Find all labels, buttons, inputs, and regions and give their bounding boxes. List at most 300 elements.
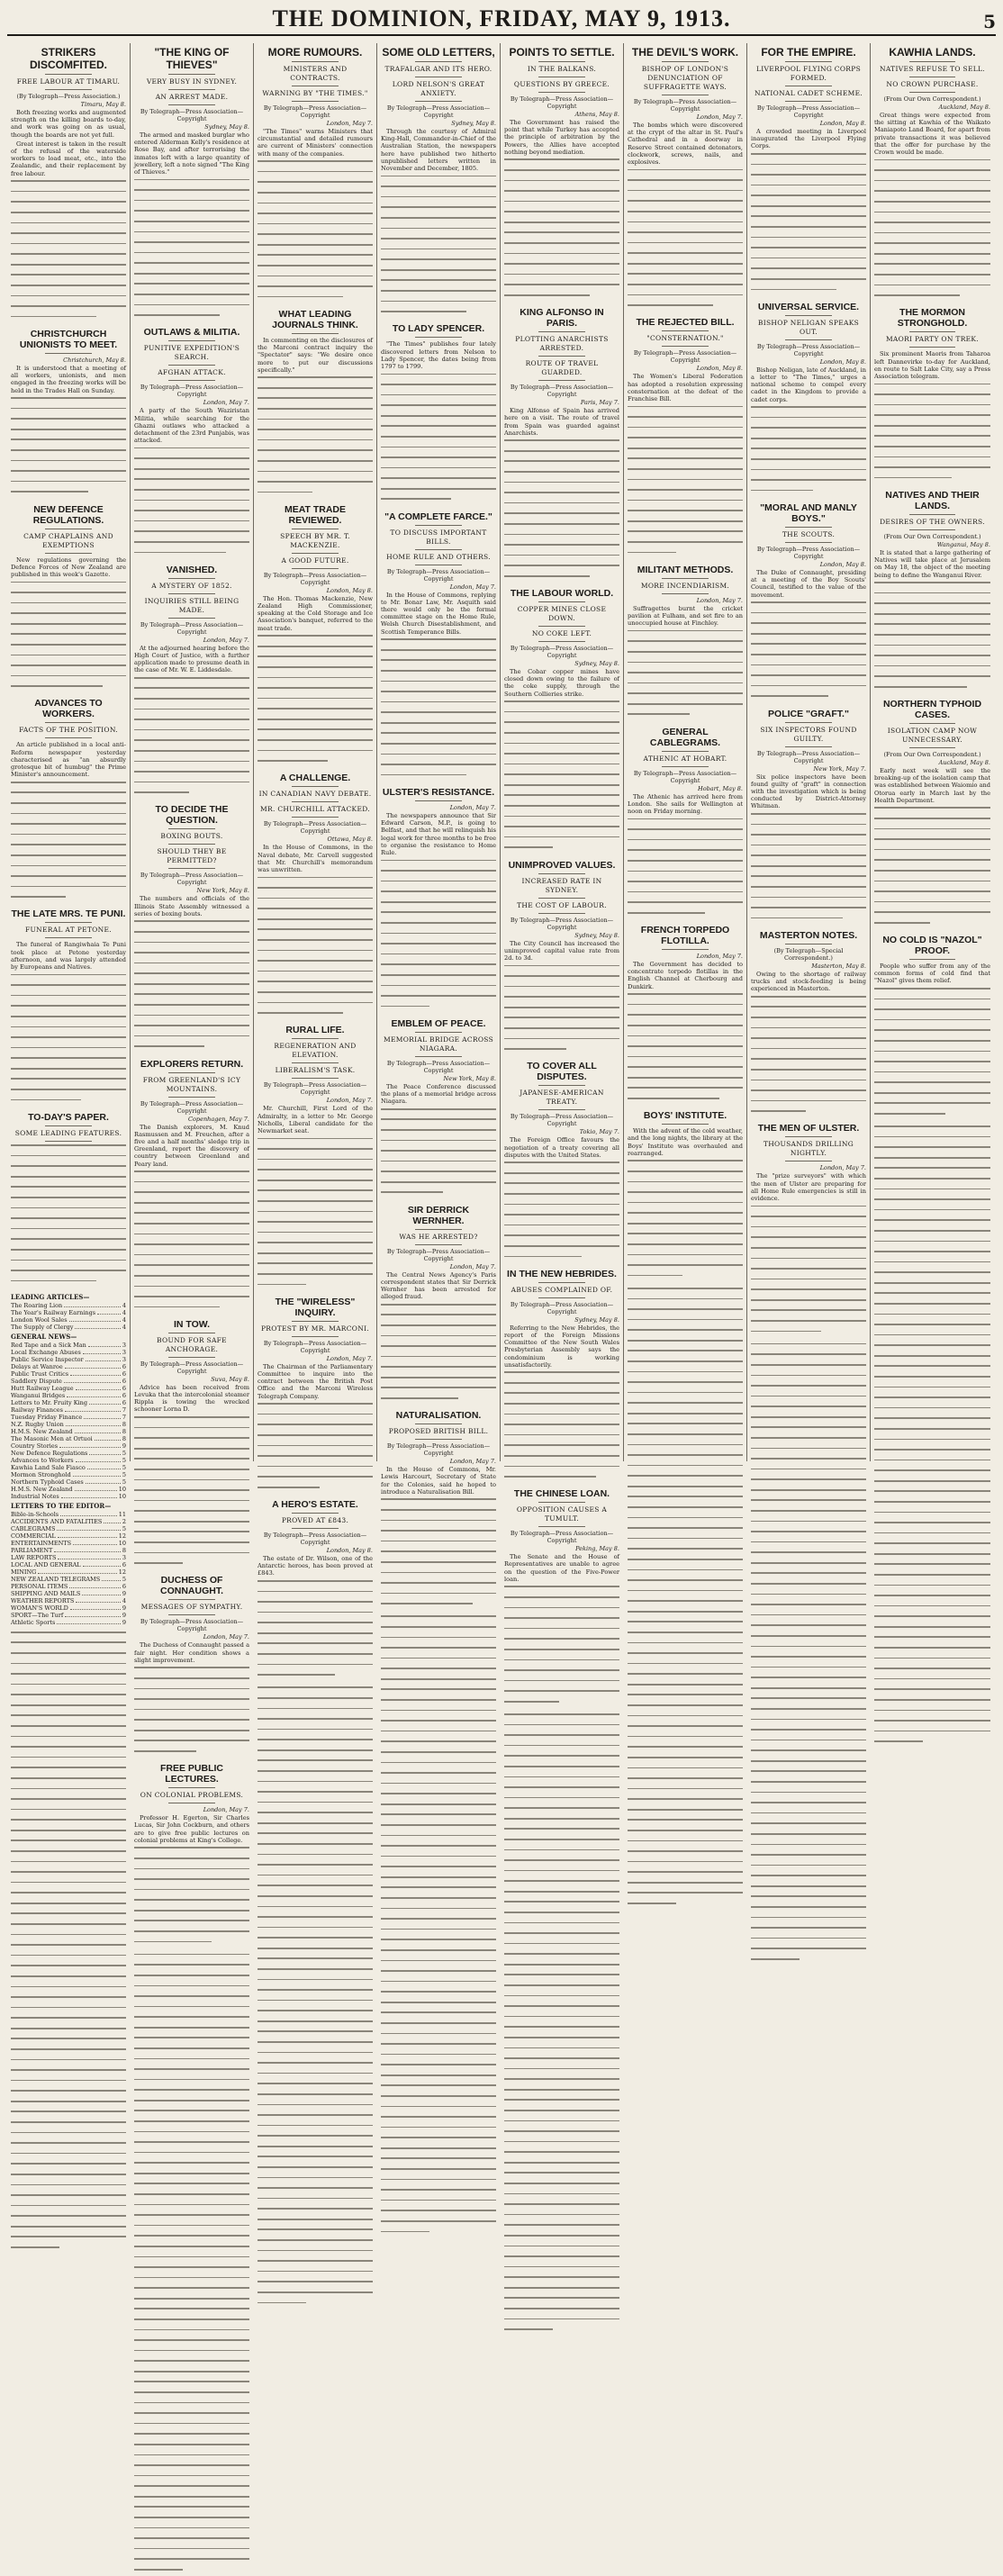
text-line-bar	[504, 1797, 619, 1799]
text-line	[381, 1582, 496, 1589]
text-line-bar	[628, 1098, 719, 1099]
text-line-bar	[504, 1455, 619, 1457]
text-line-bar	[381, 249, 496, 250]
text-line	[381, 1637, 496, 1644]
column-5	[501, 43, 624, 1583]
text-line-bar	[628, 1663, 743, 1665]
text-line	[134, 1562, 249, 1569]
text-line	[504, 1617, 619, 1624]
text-line	[874, 1271, 990, 1279]
text-line	[11, 1144, 126, 1152]
text-line	[751, 1353, 866, 1360]
text-line	[874, 1490, 990, 1497]
text-line-bar	[11, 1047, 126, 1049]
text-line	[874, 582, 990, 589]
text-line	[751, 1100, 866, 1107]
divider-rule	[538, 1526, 584, 1527]
text-line-bar	[11, 2069, 126, 2071]
contents-label: PARLIAMENT	[11, 1546, 53, 1554]
text-line-bar	[504, 2141, 619, 2143]
text-line	[134, 1223, 249, 1230]
text-line-bar	[751, 1279, 866, 1280]
text-line	[258, 296, 373, 303]
text-line-bar	[628, 211, 743, 212]
text-line-bar	[628, 912, 705, 914]
text-line-bar	[381, 1345, 496, 1347]
text-line	[11, 1819, 126, 1826]
text-line	[874, 1292, 990, 1299]
text-line	[258, 1612, 373, 1619]
article-subheading: JAPANESE-AMERICAN TREATY.	[520, 1089, 604, 1107]
text-line	[628, 242, 743, 249]
text-line-bar	[874, 613, 990, 615]
text-line	[628, 1381, 743, 1388]
article-dateline: Paris, May 7.	[580, 399, 619, 407]
text-line	[258, 254, 373, 261]
text-line-bar	[381, 176, 496, 177]
text-line-bar	[258, 2166, 373, 2168]
text-line	[751, 406, 866, 413]
text-line-bar	[381, 217, 496, 219]
text-line	[134, 1035, 249, 1043]
text-line	[504, 1596, 619, 1604]
text-line-bar	[751, 1385, 866, 1387]
text-line	[258, 2208, 373, 2215]
text-line	[258, 1632, 373, 1640]
text-line-bar	[381, 1678, 496, 1680]
text-line	[751, 1551, 866, 1559]
text-line	[258, 2083, 373, 2090]
text-line-bar	[874, 1501, 990, 1503]
text-line-bar	[134, 1170, 249, 1172]
text-line	[11, 2059, 126, 2066]
text-line-bar	[258, 1455, 373, 1457]
text-line-bar	[628, 447, 743, 449]
text-line	[504, 1891, 619, 1898]
text-line-bar	[874, 1512, 990, 1514]
text-line-bar	[751, 1614, 866, 1616]
text-line-bar	[874, 1241, 990, 1243]
text-line	[628, 500, 743, 507]
article-byline: By Telegraph—Press Association—Copyright	[140, 108, 244, 122]
text-line-bar	[504, 1659, 619, 1661]
text-line-bar	[134, 750, 249, 752]
text-line-bar	[874, 1626, 990, 1628]
text-line-bar	[381, 1647, 496, 1649]
text-line-bar	[134, 457, 249, 459]
text-line	[874, 1501, 990, 1508]
divider-rule	[785, 722, 831, 723]
text-line	[504, 965, 619, 972]
text-line-bar	[504, 2203, 619, 2205]
contents-page: 8	[122, 1420, 126, 1428]
text-line-bar	[751, 417, 866, 419]
contents-row	[11, 1518, 126, 1525]
text-line-bar	[874, 1061, 990, 1062]
text-line	[751, 247, 866, 254]
text-line-bar	[134, 1254, 249, 1256]
article-paragraph: The Peace Conference discussed the plans of a memorial bridge across Niagara.	[381, 1082, 496, 1106]
text-line	[11, 791, 126, 799]
text-line-bar	[11, 1912, 126, 1914]
text-line	[381, 2033, 496, 2040]
text-line	[134, 273, 249, 280]
text-line-bar	[381, 1929, 496, 1930]
text-line-bar	[11, 1965, 126, 1966]
article-paragraph: Advice has been received from Levuka that the intercolonial steamer Rippla is towing the wrecked schooner Lorna D.	[134, 1383, 249, 1414]
text-line-bar	[751, 695, 828, 697]
text-line-bar	[751, 1677, 866, 1678]
text-line	[381, 2106, 496, 2113]
text-line	[258, 760, 373, 767]
article-subheading: LIBERALISM'S TASK.	[275, 1066, 356, 1075]
text-line	[628, 427, 743, 434]
article-subheading: NATIONAL CADET SCHEME.	[754, 89, 863, 97]
text-line	[381, 1561, 496, 1568]
text-line-bar	[381, 1170, 496, 1172]
text-line-bar	[751, 1499, 866, 1501]
text-line-bar	[134, 2173, 249, 2174]
text-line-bar	[11, 834, 126, 836]
text-line	[11, 1057, 126, 1064]
contents-leader	[67, 1392, 121, 1397]
text-line-bar	[258, 655, 373, 657]
text-line-bar	[134, 729, 249, 731]
article-byline: By Telegraph—Press Association—Copyright	[756, 104, 861, 119]
text-line	[11, 1197, 126, 1204]
text-line-bar	[11, 438, 126, 440]
text-line-bar	[874, 1460, 990, 1461]
text-line	[11, 1965, 126, 1972]
text-line	[134, 2454, 249, 2462]
text-line	[381, 1720, 496, 1727]
text-line-bar	[874, 1251, 990, 1252]
text-line-bar	[381, 2137, 496, 2138]
contents-label: MINING	[11, 1568, 37, 1576]
text-line-bar	[11, 675, 126, 677]
text-line-bar	[258, 2052, 373, 2054]
text-line-bar	[381, 1783, 496, 1785]
text-line-bar	[11, 2017, 126, 2019]
text-line	[258, 285, 373, 293]
text-line	[381, 196, 496, 203]
text-line	[628, 860, 743, 867]
article	[11, 504, 126, 693]
text-line	[11, 1631, 126, 1639]
text-line-bar	[628, 993, 743, 995]
contents-leader	[76, 1597, 120, 1603]
text-line-bar	[504, 1234, 619, 1236]
text-line-bar	[381, 2157, 496, 2159]
text-line	[11, 408, 126, 415]
text-line-bar	[134, 2277, 249, 2279]
text-line	[258, 2291, 373, 2299]
text-line-bar	[11, 2215, 126, 2217]
text-line-bar	[504, 1766, 619, 1767]
text-line-bar	[751, 174, 866, 176]
text-line-bar	[11, 1725, 126, 1727]
text-line	[751, 1906, 866, 1913]
text-line-bar	[751, 1854, 866, 1856]
text-line	[628, 993, 743, 1000]
text-line-bar	[504, 1724, 619, 1726]
text-line	[11, 1260, 126, 1267]
text-line-bar	[504, 1027, 619, 1029]
article-headline: BOYS' INSTITUTE.	[643, 1110, 727, 1122]
contents-leader	[58, 1554, 120, 1559]
text-line	[504, 294, 619, 302]
text-line	[504, 450, 619, 457]
text-line-bar	[258, 1832, 373, 1834]
article	[504, 588, 619, 854]
text-line-bar	[134, 1427, 249, 1429]
text-line-bar	[134, 2183, 249, 2184]
text-line-bar	[11, 633, 126, 635]
text-line	[11, 1165, 126, 1172]
contents-row	[11, 1435, 126, 1442]
text-line-bar	[258, 1979, 373, 1981]
text-line-bar	[381, 2179, 496, 2181]
text-line	[258, 950, 373, 957]
text-line-bar	[751, 185, 866, 186]
text-line-bar	[381, 1118, 496, 1120]
article-paragraph: The estate of Dr. Wilson, one of the Antarctic heroes, has been proved at £843.	[258, 1555, 373, 1577]
text-line	[504, 502, 619, 510]
text-line-bar	[11, 2090, 126, 2092]
article-headline: THE MEN OF ULSTER.	[757, 1123, 860, 1134]
text-line	[11, 2246, 126, 2254]
text-line	[874, 1113, 990, 1120]
text-line-bar	[11, 582, 126, 583]
column-7	[747, 43, 871, 1461]
text-line-bar	[751, 1729, 866, 1731]
text-line	[874, 466, 990, 474]
text-line-bar	[258, 2271, 373, 2273]
article-dateline: Timaru, May 8.	[80, 101, 126, 108]
article-subheading: QUESTIONS BY GREECE.	[513, 80, 610, 88]
text-line-bar	[504, 1964, 619, 1966]
text-line-bar	[751, 215, 866, 217]
text-line-bar	[628, 1882, 743, 1884]
text-line-bar	[381, 681, 496, 682]
text-line-bar	[134, 2068, 249, 2070]
text-line	[11, 2226, 126, 2233]
text-line-bar	[628, 1170, 743, 1172]
text-line	[381, 2002, 496, 2009]
contents-leader	[75, 1486, 117, 1491]
text-line-bar	[134, 1719, 249, 1721]
text-line-bar	[874, 1019, 990, 1021]
text-line	[628, 1819, 743, 1826]
text-line-bar	[11, 274, 126, 276]
article	[628, 317, 743, 558]
text-line-bar	[134, 1035, 249, 1037]
contents-page: 4	[122, 1301, 126, 1309]
text-line	[258, 1875, 373, 1882]
text-line-bar	[11, 1078, 126, 1080]
text-line-bar	[874, 1542, 990, 1544]
text-line	[258, 1854, 373, 1861]
text-line	[134, 457, 249, 465]
text-line-bar	[751, 1375, 866, 1377]
text-line-bar	[258, 981, 373, 982]
contents-page: 10	[118, 1492, 126, 1500]
text-line	[874, 1008, 990, 1016]
text-line-bar	[134, 1954, 249, 1956]
text-line	[751, 1426, 866, 1433]
text-line	[504, 2246, 619, 2253]
text-line-bar	[874, 999, 990, 1000]
text-line	[134, 677, 249, 684]
divider-rule	[168, 380, 214, 381]
text-line	[751, 1469, 866, 1476]
text-line-bar	[258, 223, 373, 225]
text-line	[134, 2287, 249, 2294]
text-line	[381, 467, 496, 475]
text-line	[134, 1181, 249, 1189]
divider-rule	[292, 817, 338, 818]
text-line	[11, 1155, 126, 1162]
contents-label: ENTERTAINMENTS	[11, 1539, 72, 1547]
contents-leader	[75, 1324, 120, 1329]
article-dateline: Sydney, May 8.	[574, 1315, 619, 1324]
text-line-bar	[258, 1200, 373, 1202]
divider-rule	[292, 1321, 338, 1322]
text-line-bar	[751, 996, 866, 998]
text-line-bar	[751, 1510, 866, 1512]
article-subheading: HOME RULE AND OTHERS.	[386, 552, 491, 561]
text-line-bar	[134, 1552, 249, 1554]
text-line-bar	[874, 242, 990, 244]
contents-label: Saddlery Dispute	[11, 1377, 62, 1385]
text-line-bar	[628, 703, 743, 705]
text-line-bar	[751, 1406, 866, 1407]
contents-page: 8	[122, 1427, 126, 1435]
text-line-bar	[874, 1407, 990, 1409]
text-line-bar	[11, 1228, 126, 1230]
text-line	[381, 1509, 496, 1516]
text-line-bar	[11, 285, 126, 286]
text-line-bar	[11, 2132, 126, 2134]
contents-label: Public Service Inspector	[11, 1355, 84, 1363]
text-line-bar	[11, 2048, 126, 2050]
text-line	[504, 1776, 619, 1784]
text-line-bar	[258, 1242, 373, 1243]
text-line	[258, 1622, 373, 1629]
text-line-bar	[751, 1100, 866, 1102]
article-subheading: ON COLONIAL PROBLEMS.	[140, 1791, 244, 1800]
text-line	[751, 1437, 866, 1444]
text-line-bar	[751, 1938, 866, 1939]
text-line-bar	[628, 1631, 743, 1633]
text-line	[134, 2298, 249, 2305]
text-line	[134, 2485, 249, 2492]
text-line-bar	[628, 849, 743, 851]
article-dateline: London, May 8.	[326, 586, 373, 594]
text-line	[504, 263, 619, 270]
text-line	[751, 1708, 866, 1715]
text-line	[258, 1843, 373, 1850]
text-line	[11, 1850, 126, 1857]
text-line-bar	[628, 1850, 743, 1852]
text-line-bar	[134, 273, 249, 275]
text-line-bar	[628, 179, 743, 181]
text-line	[751, 1938, 866, 1945]
text-line-bar	[134, 1541, 249, 1543]
text-line-bar	[874, 212, 990, 213]
text-line-bar	[751, 622, 866, 624]
text-line	[628, 1506, 743, 1514]
text-line-bar	[874, 404, 990, 406]
text-line-bar	[134, 1004, 249, 1006]
text-line-bar	[381, 2043, 496, 2045]
article-byline: By Telegraph—Press Association—Copyright	[263, 104, 367, 119]
text-line	[381, 1678, 496, 1686]
text-line-bar	[628, 541, 743, 543]
columns	[7, 43, 996, 1844]
text-line-bar	[134, 489, 249, 491]
text-line-bar	[258, 2177, 373, 2179]
text-line	[11, 285, 126, 292]
text-line	[134, 2329, 249, 2336]
text-line	[134, 2246, 249, 2253]
text-line	[628, 457, 743, 465]
text-line-bar	[628, 284, 743, 285]
text-line	[504, 2047, 619, 2055]
text-line	[258, 1273, 373, 1280]
text-line	[381, 2011, 496, 2019]
text-line-bar	[258, 1729, 373, 1731]
text-line-bar	[258, 1937, 373, 1939]
text-line-bar	[258, 2260, 373, 2262]
text-line-bar	[628, 839, 743, 841]
text-line-bar	[134, 698, 249, 700]
text-line-bar	[874, 393, 990, 395]
text-line-bar	[874, 1282, 990, 1284]
article-headline: NO COLD IS "NAZOL" PROOF.	[882, 935, 982, 957]
text-line-bar	[628, 1611, 743, 1613]
divider-rule	[292, 1062, 338, 1063]
article	[504, 1269, 619, 1484]
text-line	[258, 481, 373, 488]
text-line-bar	[134, 1015, 249, 1017]
text-line	[504, 1048, 619, 1055]
text-line-bar	[258, 677, 373, 679]
text-line-bar	[628, 1642, 743, 1644]
text-line	[504, 180, 619, 187]
text-line	[258, 1968, 373, 1975]
text-line-bar	[134, 1857, 249, 1859]
text-line-bar	[628, 1056, 743, 1058]
text-line	[504, 1193, 619, 1200]
text-line-bar	[504, 2266, 619, 2268]
text-line	[751, 674, 866, 682]
contents-label: LAW REPORTS	[11, 1553, 57, 1561]
article-byline: By Telegraph—Press Association—Copyright	[140, 872, 244, 887]
article-byline: By Telegraph—Press Association—Copyright	[633, 349, 737, 365]
text-line-bar	[628, 1736, 743, 1738]
text-line	[134, 2037, 249, 2044]
divider-rule	[415, 1056, 461, 1057]
text-line	[628, 901, 743, 908]
contents-row	[11, 1428, 126, 1435]
text-line-bar	[258, 2250, 373, 2252]
text-line	[11, 834, 126, 841]
text-line-bar	[381, 1803, 496, 1805]
text-line	[504, 1659, 619, 1667]
text-line	[258, 1739, 373, 1746]
text-line-bar	[628, 901, 743, 903]
